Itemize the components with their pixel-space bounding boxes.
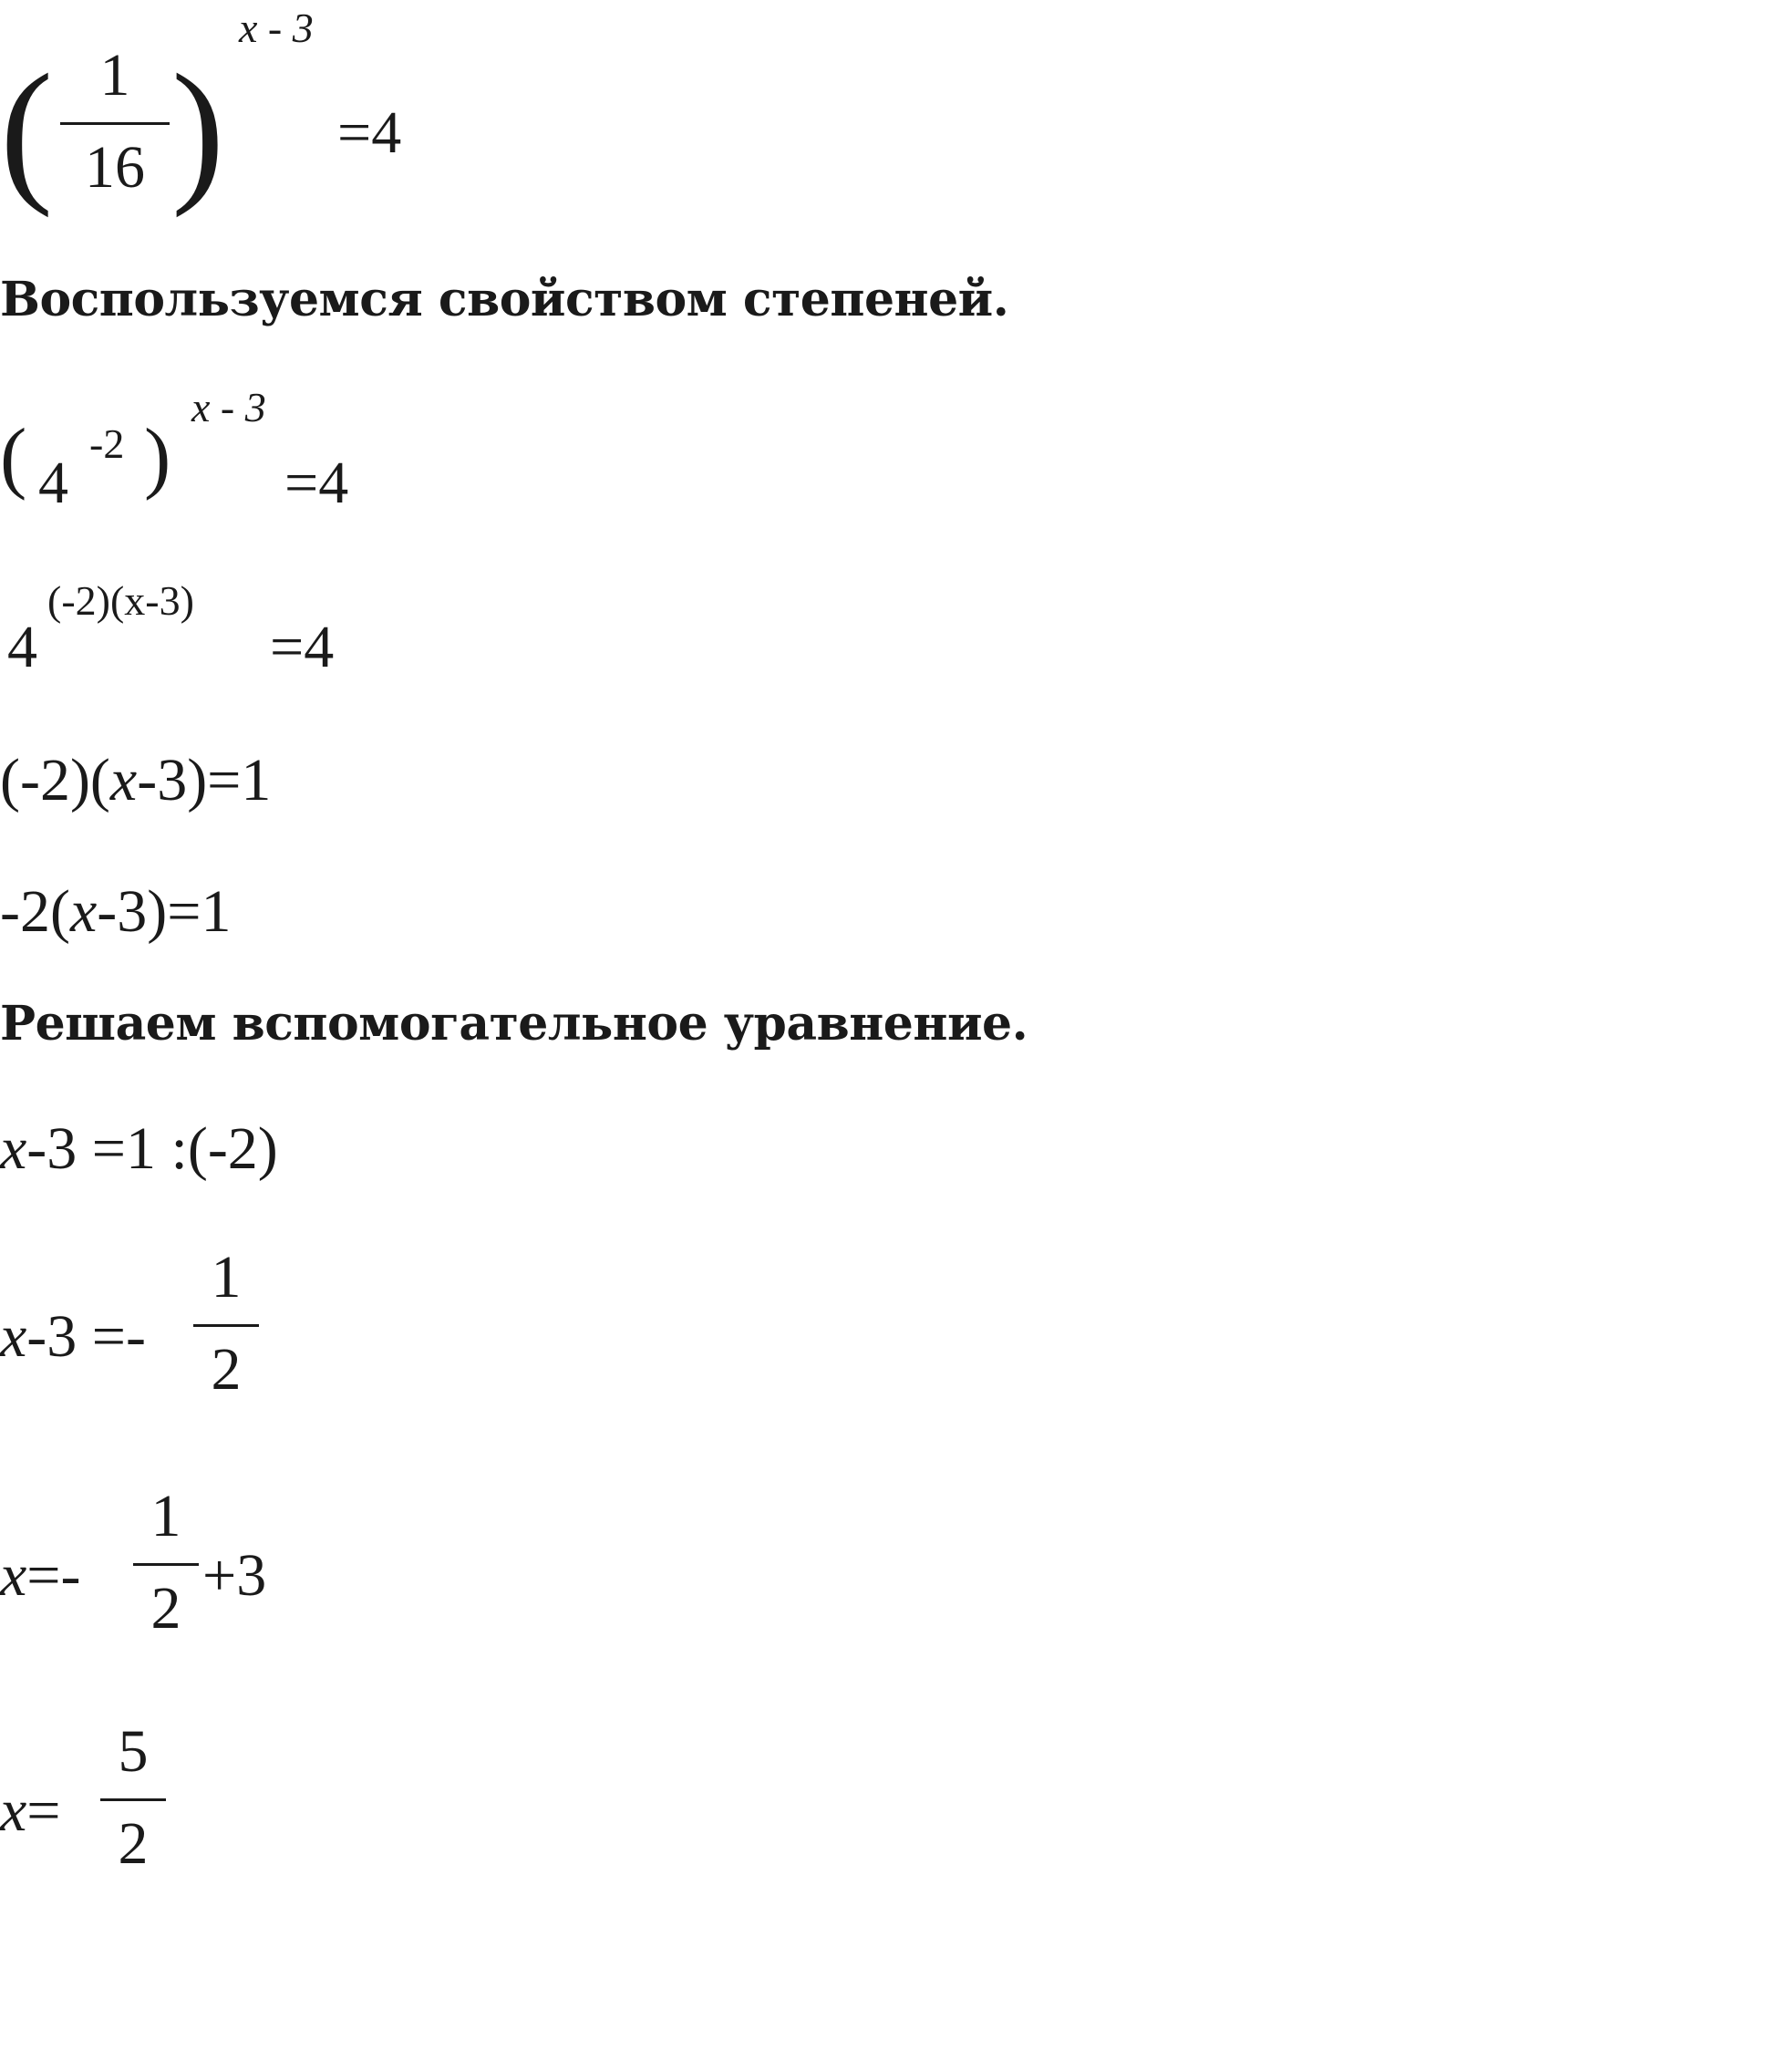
variable-x: x bbox=[0, 1777, 27, 1844]
denominator: 2 bbox=[150, 1575, 181, 1642]
equation-rest: -3 =1 :(-2) bbox=[26, 1115, 278, 1182]
lhs-rest: -3)=1 bbox=[97, 878, 232, 945]
lhs-rest: = bbox=[26, 1777, 61, 1844]
fraction-bar bbox=[133, 1563, 199, 1566]
lhs bbox=[0, 1541, 81, 1611]
fraction-1-2 bbox=[133, 1483, 199, 1642]
inner-exponent: -2 bbox=[89, 420, 125, 467]
exponent: x - 3 bbox=[239, 5, 314, 51]
equation-step-6 bbox=[0, 1114, 278, 1184]
numerator: 1 bbox=[150, 1483, 181, 1549]
fraction-5-2 bbox=[100, 1718, 166, 1877]
base: 4 bbox=[38, 450, 68, 516]
lhs-rest: -3)=1 bbox=[137, 747, 272, 813]
explanation-text-2: Решаем вспомогательное уравнение. bbox=[0, 996, 1028, 1052]
rhs: =4 bbox=[270, 614, 335, 680]
lhs bbox=[0, 1302, 146, 1372]
variable-x: x bbox=[69, 878, 98, 945]
variable-x: x bbox=[0, 1115, 27, 1182]
lhs-rest: =- bbox=[26, 1542, 81, 1609]
numerator: 5 bbox=[118, 1718, 149, 1785]
equation-step-4 bbox=[0, 746, 271, 815]
exponent: (-2)(x-3) bbox=[47, 577, 194, 624]
tail: +3 bbox=[202, 1542, 267, 1609]
fraction-1-2 bbox=[193, 1244, 259, 1403]
fraction-bar bbox=[193, 1324, 259, 1327]
denominator: 2 bbox=[211, 1336, 242, 1403]
right-paren: ) bbox=[144, 413, 171, 502]
lhs-rest: -3 =- bbox=[26, 1303, 146, 1370]
fraction-bar bbox=[60, 122, 170, 125]
denominator: 16 bbox=[85, 134, 145, 201]
outer-exponent: x - 3 bbox=[191, 384, 266, 430]
numerator: 1 bbox=[99, 42, 130, 109]
variable-x: x bbox=[0, 1542, 27, 1609]
rhs: =4 bbox=[337, 99, 402, 166]
fraction-bar bbox=[100, 1798, 166, 1801]
left-paren: ( bbox=[0, 41, 54, 218]
lhs bbox=[0, 1777, 61, 1846]
rhs: =4 bbox=[284, 450, 349, 516]
equation-step-5 bbox=[0, 877, 231, 947]
lhs-part: (-2)( bbox=[0, 747, 110, 813]
right-paren: ) bbox=[171, 41, 225, 218]
left-paren: ( bbox=[0, 413, 27, 502]
fraction-1-16 bbox=[60, 42, 170, 201]
explanation-text-1: Воспользуемся свойством степеней. bbox=[0, 272, 1009, 327]
variable-x: x bbox=[109, 747, 138, 813]
denominator: 2 bbox=[118, 1810, 149, 1877]
lhs-part: -2( bbox=[0, 878, 70, 945]
numerator: 1 bbox=[211, 1244, 242, 1311]
variable-x: x bbox=[0, 1303, 27, 1370]
base: 4 bbox=[7, 614, 37, 680]
